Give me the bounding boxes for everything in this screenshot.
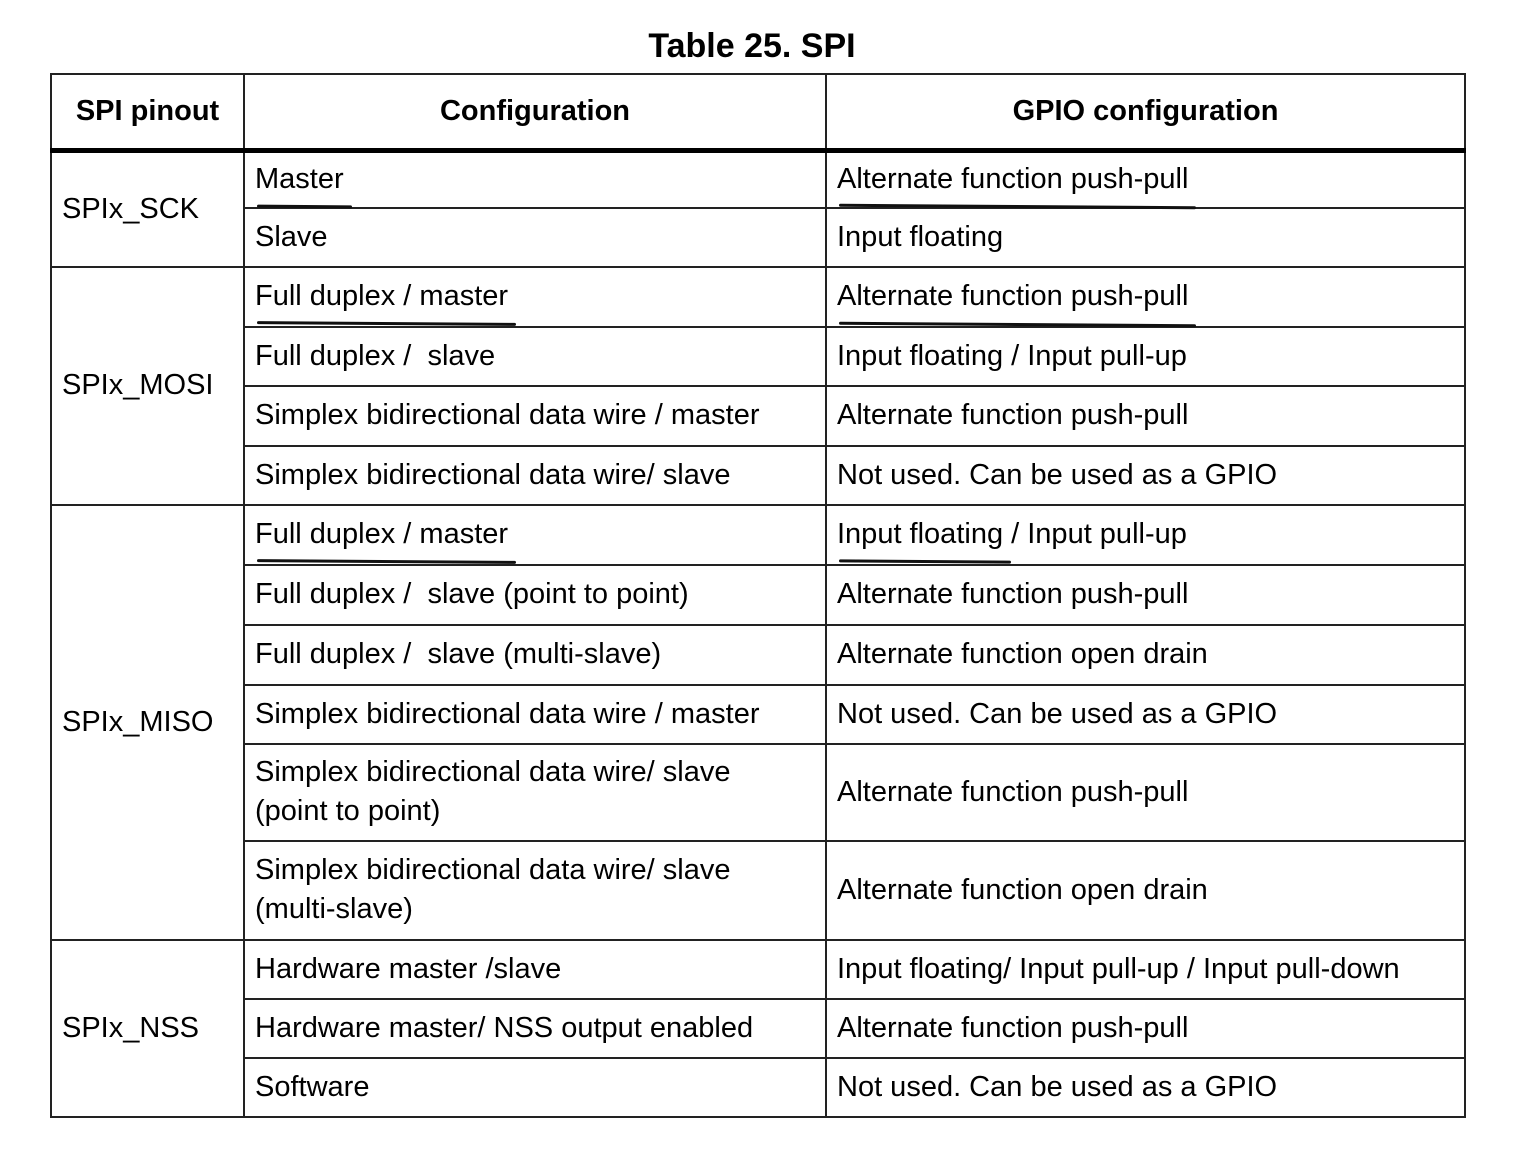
- table-row: [51, 744, 1465, 841]
- table-row: [51, 841, 1465, 940]
- underlined-text: Master: [255, 160, 344, 199]
- gpio-cell: Not used. Can be used as a GPIO: [826, 1058, 1465, 1117]
- table-row: [51, 505, 1465, 565]
- config-cell: Simplex bidirectional data wire/ slave: [244, 446, 826, 505]
- gpio-text-rest: / Input pull-up: [1003, 518, 1187, 550]
- gpio-cell: Alternate function push-pull: [826, 565, 1465, 625]
- config-cell: Full duplex / slave (point to point): [244, 565, 826, 625]
- underlined-text: Full duplex / master: [255, 515, 508, 554]
- header-row: [51, 74, 1465, 151]
- table-row: [51, 327, 1465, 386]
- table-row: [51, 267, 1465, 327]
- spi-table: [50, 73, 1466, 1118]
- table-row: [51, 446, 1465, 505]
- pinout-cell-sck: SPIx_SCK: [51, 151, 244, 267]
- gpio-cell: [826, 151, 1465, 208]
- pinout-cell-mosi: SPIx_MOSI: [51, 267, 244, 505]
- gpio-cell: Input floating/ Input pull-up / Input pull-down: [826, 940, 1465, 999]
- config-cell: Hardware master/ NSS output enabled: [244, 999, 826, 1058]
- underlined-text: Input floating: [837, 515, 1003, 554]
- pinout-cell-miso: SPIx_MISO: [51, 505, 244, 940]
- config-cell: [244, 744, 826, 841]
- gpio-cell: [826, 267, 1465, 327]
- gpio-cell: Input floating: [826, 208, 1465, 267]
- table-row: [51, 1058, 1465, 1117]
- config-line-2: (point to point): [255, 795, 441, 827]
- table-row: [51, 565, 1465, 625]
- config-cell: [244, 505, 826, 565]
- table-row: [51, 386, 1465, 446]
- config-cell: [244, 267, 826, 327]
- underlined-text: Alternate function push-pull: [837, 160, 1188, 199]
- gpio-cell: [826, 505, 1465, 565]
- config-line-2: (multi-slave): [255, 893, 413, 925]
- gpio-cell: Alternate function open drain: [826, 625, 1465, 685]
- table-title: Table 25. SPI: [648, 27, 856, 65]
- config-cell: Full duplex / slave (multi-slave): [244, 625, 826, 685]
- gpio-cell: Not used. Can be used as a GPIO: [826, 685, 1465, 744]
- config-line-1: Simplex bidirectional data wire/ slave: [255, 854, 731, 886]
- table-row: [51, 999, 1465, 1058]
- gpio-cell: Not used. Can be used as a GPIO: [826, 446, 1465, 505]
- config-cell: [244, 841, 826, 940]
- gpio-cell: Alternate function push-pull: [826, 999, 1465, 1058]
- header-configuration: Configuration: [244, 74, 826, 151]
- config-cell: Hardware master /slave: [244, 940, 826, 999]
- header-spi-pinout: SPI pinout: [51, 74, 244, 151]
- underlined-text: Full duplex / master: [255, 277, 508, 316]
- pinout-cell-nss: SPIx_NSS: [51, 940, 244, 1117]
- underlined-text: Alternate function push-pull: [837, 277, 1188, 316]
- table-row: [51, 940, 1465, 999]
- header-gpio-configuration: GPIO configuration: [826, 74, 1465, 151]
- config-cell: Full duplex / slave: [244, 327, 826, 386]
- config-cell: Simplex bidirectional data wire / master: [244, 386, 826, 446]
- config-line-1: Simplex bidirectional data wire/ slave: [255, 756, 731, 788]
- config-cell: [244, 151, 826, 208]
- gpio-cell: Alternate function push-pull: [826, 386, 1465, 446]
- config-cell: Simplex bidirectional data wire / master: [244, 685, 826, 744]
- config-cell: Software: [244, 1058, 826, 1117]
- gpio-cell: Alternate function open drain: [826, 841, 1465, 940]
- gpio-cell: Input floating / Input pull-up: [826, 327, 1465, 386]
- config-cell: Slave: [244, 208, 826, 267]
- table-row: [51, 625, 1465, 685]
- gpio-cell: Alternate function push-pull: [826, 744, 1465, 841]
- table-row: [51, 685, 1465, 744]
- table-row: [51, 151, 1465, 208]
- table-row: [51, 208, 1465, 267]
